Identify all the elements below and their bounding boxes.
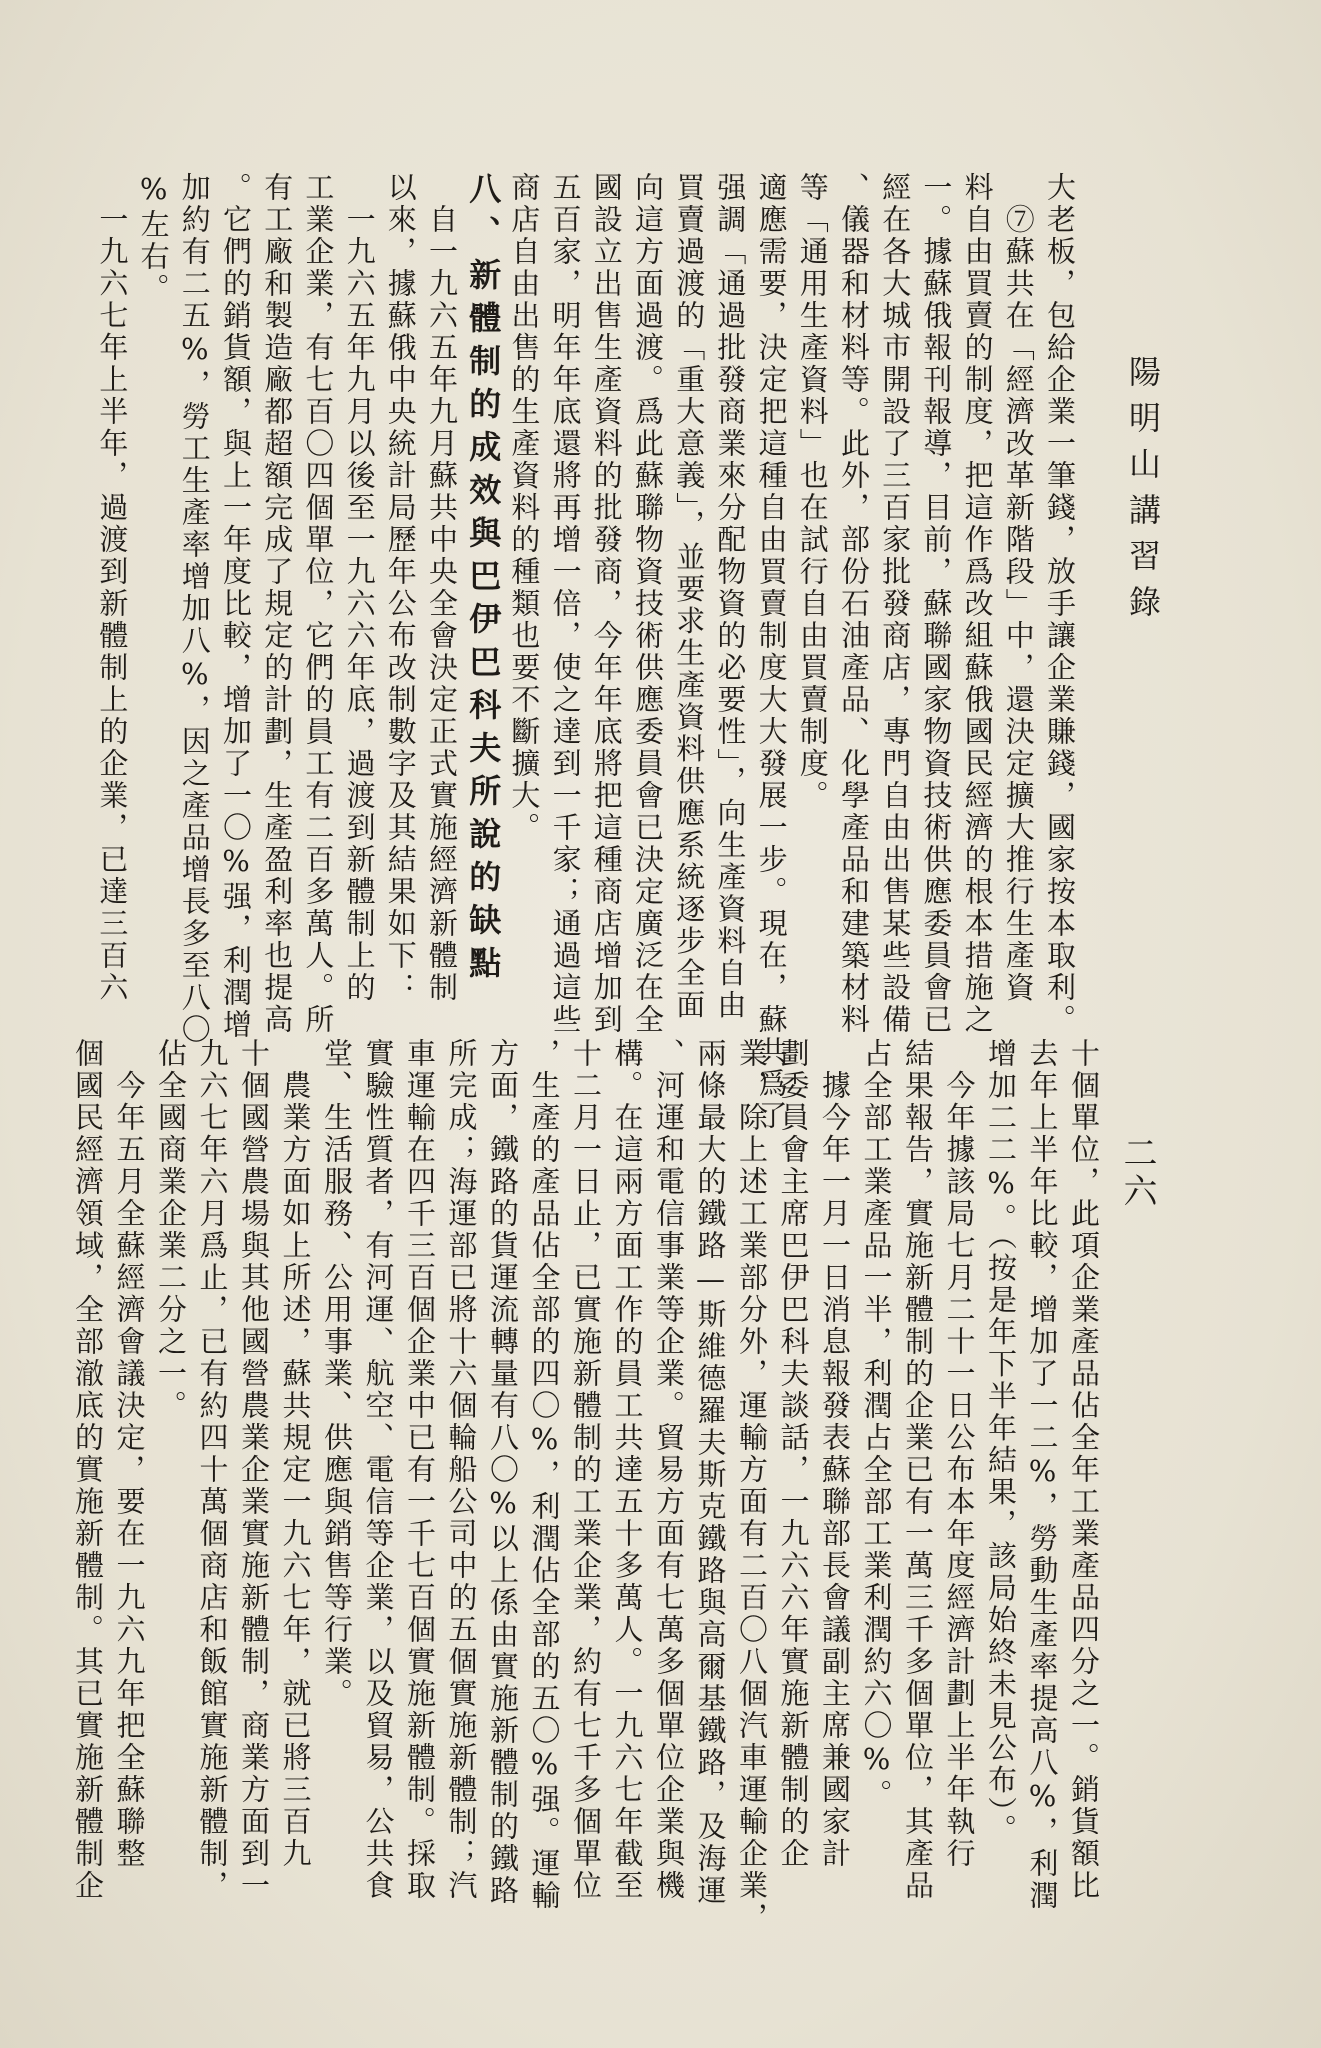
text-column: 。它們的銷貨額，與上一年度比較，增加了一〇%强，利潤增	[219, 172, 253, 1041]
text-column: 料自由買賣的制度，把這作爲改組蘇俄國民經濟的根本措施之	[960, 172, 995, 1036]
text-column: 方面，鐵路的貨運流轉量有八〇%以上係由實施新體制的鐵路	[486, 1038, 520, 1907]
text-column: 加約有二五%，勞工生產率增加八%，因之產品增長多至八〇	[177, 172, 212, 1046]
text-column: 堂、生活服務、公用事業、供應與銷售等行業。	[320, 1038, 354, 1710]
text-column: 構。在這兩方面工作的員工共達五十多萬人。一九六七年截至	[610, 1038, 645, 1902]
text-column: 自一九六五年九月蘇共中央全會決定正式實施經濟新體制	[425, 172, 459, 1004]
text-column: 所完成；海運部已將十六個輪船公司中的五個實施新體制；汽	[444, 1038, 479, 1902]
text-column: 等「通用生產資料」也在試行自由買賣制度。	[795, 172, 830, 812]
text-column: 工業企業，有七百〇四個單位，它們的員工有二百多萬人。所	[301, 172, 336, 1036]
text-column: 今年五月全蘇經濟會議決定，要在一九六九年把全蘇聯整	[112, 1038, 147, 1870]
text-column: 適應需要，決定把這種自由買賣制度大大發展一步。現在，蘇共爲了	[754, 172, 789, 1132]
text-column: 實驗性質者，有河運、航空、電信等企業，以及貿易，公共食	[361, 1038, 396, 1902]
running-header: 陽明山講習錄	[1124, 355, 1162, 631]
text-column: 增加二二%。（按是年下半年結果，該局始終未見公布）。	[984, 1038, 1018, 1846]
text-column: 强調「通過批發商業來分配物資的必要性」，向生產資料自由	[713, 172, 748, 1022]
text-column: 國設立出售生產資料的批發商，今年年底將把這種商店增加到	[589, 172, 624, 1036]
text-column: 農業方面如上所述，蘇共規定一九六七年，就已將三百九	[278, 1038, 313, 1870]
text-column: 佔全國商業企業二分之一。	[154, 1038, 188, 1422]
text-column: 劃委員會主席巴伊巴科夫談話，一九六六年實施新體制的企	[776, 1038, 811, 1870]
text-column: 、河運和電信事業等企業。貿易方面有七萬多個單位企業與機	[652, 1038, 686, 1902]
text-column: 一九六七年上半年，過渡到新體制上的企業，已達三百六	[95, 172, 130, 1004]
text-column: 占全部工業產品一半，利潤占全部工業利潤約六〇%。	[859, 1038, 894, 1811]
page-number: 二六	[1117, 1135, 1157, 1211]
text-column: 今年據該局七月二十一日公布本年度經濟計劃上半年執行	[942, 1038, 977, 1870]
text-column: 十個單位，此項企業產品佔全年工業產品四分之一。銷貨額比	[1067, 1038, 1101, 1902]
text-column: %左右。	[136, 172, 171, 305]
text-column: 、儀器和材料等。此外，部份石油產品、化學產品和建築材料	[837, 172, 871, 1036]
text-column: 十個國營農場與其他國營農業企業實施新體制，商業方面到一	[237, 1038, 271, 1902]
text-column: 業，除上述工業部分外，運輸方面有二百〇八個汽車運輸企業，	[735, 1038, 769, 1934]
section-heading: 八、新體制的成效與巴伊巴科夫所說的缺點	[464, 172, 503, 989]
text-column: 有工廠和製造廠都超額完成了規定的計劃，生產盈利率也提高	[260, 172, 295, 1036]
text-column: 結果報告，實施新體制的企業已有一萬三千多個單位，其產品	[901, 1038, 935, 1902]
text-column: 五百家，明年年底還將再增一倍，使之達到一千家；通過這些	[548, 172, 583, 1036]
text-column: 十二月一日止，已實施新體制的工業企業，約有七千多個單位	[569, 1038, 603, 1902]
text-column: 兩條最大的鐵路—斯維德羅夫斯克鐵路與高爾基鐵路，及海運	[693, 1038, 728, 1907]
text-column: 車運輸在四千三百個企業中已有一千七百個實施新體制。採取	[403, 1038, 437, 1902]
text-column: 去年上半年比較，增加了一二%，勞動生產率提高八%，利潤	[1025, 1038, 1060, 1912]
text-column: 買賣過渡的「重大意義」，並要求生產資料供應系統逐步全面	[672, 172, 707, 1022]
text-column: 一九六五年九月以後至一九六六年底，過渡到新體制上的	[342, 172, 377, 1004]
text-column: 一。據蘇俄報刊報導，目前，蘇聯國家物資技術供應委員會已	[919, 172, 954, 1036]
text-column: ，生產的產品佔全部的四〇%，利潤佔全部的五〇%强。運輸	[527, 1038, 562, 1912]
text-column: 經在各大城市開設了三百家批發商店，專門自由出售某些設備	[878, 172, 913, 1036]
text-column: 向這方面過渡。爲此蘇聯物資技術供應委員會已決定廣泛在全	[631, 172, 665, 1036]
text-column: 個國民經濟領域，全部澈底的實施新體制。其已實施新體制企	[71, 1038, 105, 1902]
text-column: 九六七年六月爲止，已有約四十萬個商店和飯館實施新體制，	[195, 1038, 230, 1902]
text-column: 商店自由出售的生產資料的種類也要不斷擴大。	[507, 172, 542, 844]
text-column: ⑦蘇共在「經濟改革新階段」中，還決定擴大推行生產資	[1001, 172, 1036, 1004]
text-column: 大老板，包給企業一筆錢，放手讓企業賺錢，國家按本取利。	[1043, 172, 1077, 1036]
text-column: 據今年一月一日消息報發表蘇聯部長會議副主席兼國家計	[818, 1038, 852, 1870]
text-column: 以來，據蘇俄中央統計局歷年公布改制數字及其結果如下：	[383, 172, 418, 1004]
